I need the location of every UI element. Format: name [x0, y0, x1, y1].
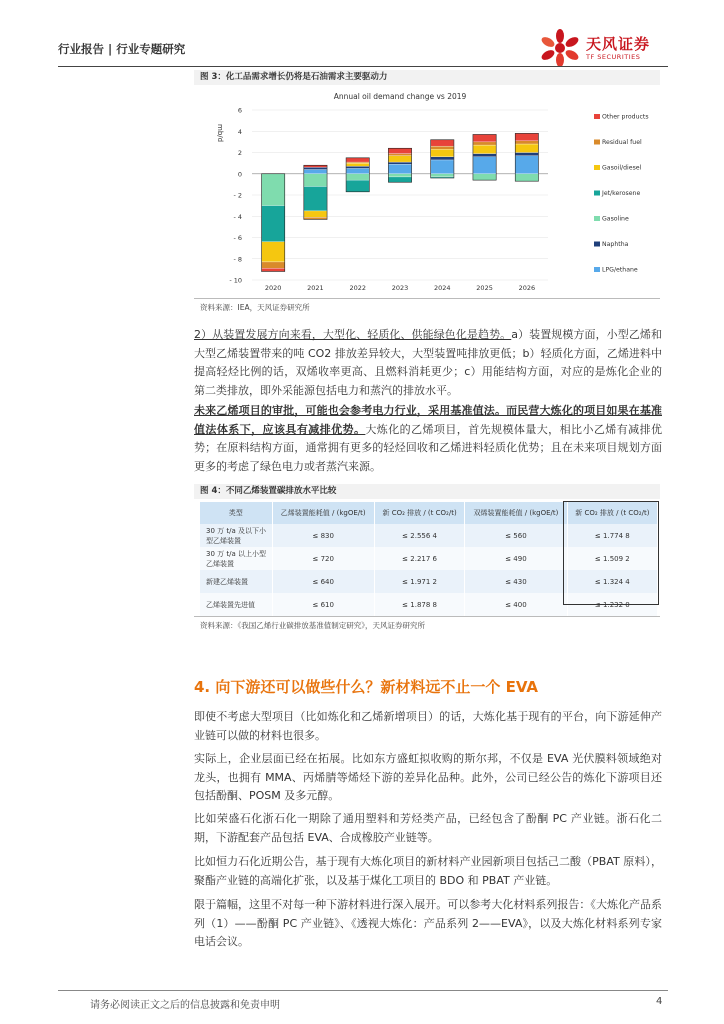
bar-segment [473, 134, 496, 141]
y-tick-label: 6 [237, 106, 242, 115]
table-cell: ≤ 1.878 8 [374, 593, 464, 616]
paragraph-body: 实际上，企业层面已经在拓展。比如东方盛虹拟收购的斯尔邦，不仅是 EVA 光伏膜料领域绝对龙头，也拥有 MMA、丙烯腈等烯烃下游的差异化品种。此外，公司已经公告的炼化下游项目还包括酚酮、POSM 及多元醇。 [194, 752, 662, 802]
paragraph-body: 比如恒力石化近期公告，基于现有大炼化项目的新材料产业园新项目包括己二酸（PBAT 原料），聚酯产业链的高端化扩张，以及基于煤化工项目的 BDO 和 PBAT 产业链。 [194, 855, 662, 887]
section-title: 4. 向下游还可以做些什么？新材料远不止一个 EVA [194, 678, 539, 696]
bar-segment [304, 165, 327, 167]
y-axis-label: mb/d [216, 124, 224, 143]
bar-segment [388, 162, 411, 164]
footer-divider [58, 990, 668, 991]
table-highlight-box [563, 501, 659, 605]
table-cell-type: 30 万 t/a 及以下小型乙烯装置 [200, 524, 272, 547]
bar-segment [262, 262, 285, 268]
x-tick-label: 2022 [349, 284, 366, 292]
x-tick-label: 2021 [307, 284, 324, 292]
table-cell: ≤ 1.324 4 [567, 570, 657, 593]
legend-swatch [594, 140, 600, 145]
bar-segment [431, 149, 454, 156]
table-cell: ≤ 640 [272, 570, 374, 593]
table-cell-type: 乙烯装置先进值 [200, 593, 272, 616]
table-cell: ≤ 1.509 2 [567, 547, 657, 570]
bar-segment [262, 174, 285, 206]
bar-segment [346, 174, 369, 180]
bar-segment [346, 158, 369, 162]
y-tick-label: - 4 [233, 212, 242, 221]
table-cell: ≤ 400 [465, 593, 567, 616]
chart-title: Annual oil demand change vs 2019 [333, 92, 467, 101]
brand-logo [536, 28, 666, 68]
bar-segment [515, 156, 538, 174]
bar-segment [515, 153, 538, 156]
figure4-caption: 图 4：不同乙烯装置碳排放水平比较 [194, 484, 660, 499]
bar-segment [388, 174, 411, 177]
paragraph-approval-lead: 未来乙烯项目的审批，可能也会参考电力行业，采用基准值法。而民营大炼化的项目如果在基准值法体系下，应该具有减排优势。 [194, 404, 662, 436]
bar-segment [431, 146, 454, 149]
legend-label: Residual fuel [602, 139, 642, 146]
bar-segment [388, 154, 411, 156]
paragraph-device-trend-body: a）装置规模方面，小型乙烯和大型乙烯装置带来的吨 CO2 排放差异较大，大型装置吨排放更低；b）轻质化方面，乙烯进料中提高轻烃比例的话，双烯收率更高、且燃料消耗更少；c）用能结构方面，对应的是炼化企业的第二类排放，即外采能源包括电力和蒸汽的排放水平。 [194, 328, 662, 397]
bar-segment [473, 145, 496, 154]
paragraph-body: 限于篇幅，这里不对每一种下游材料进行深入展开。可以参考大化材料系列报告：《大炼化产品系列（1）——酚酮 PC 产业链》、《透视大炼化：产品系列 2——EVA》，以及大炼化材料系列专家电话会议。 [194, 898, 662, 948]
legend-label: Gasoil/diesel [602, 164, 642, 172]
brand-subtitle: TF SECURITIES [586, 53, 641, 61]
bar-segment [388, 148, 411, 153]
bar-segment [431, 160, 454, 174]
bar-segment [304, 167, 327, 169]
bar-segment [431, 157, 454, 160]
paragraph-approval-body: 大炼化的乙烯项目，首先规模体量大，相比小乙烯有减排优势；在原料结构方面，通常拥有更多的轻烃回收和乙烯进料轻质化优势；且在未来项目规划方面更多的考虑了绿色电力或者蒸汽来源。 [194, 422, 662, 473]
legend-label: Jet/kerosene [602, 190, 641, 197]
bar-segment [473, 142, 496, 145]
flower-logo-icon [538, 28, 582, 68]
figure3-source: 资料来源：IEA，天风证券研究所 [200, 303, 310, 312]
legend-label: Naphtha [602, 241, 629, 248]
bar-segment [388, 177, 411, 182]
brand-name: 天风证券 [586, 35, 651, 53]
table-cell: ≤ 610 [272, 593, 374, 616]
bar-segment [304, 217, 327, 219]
y-tick-label: - 8 [233, 255, 242, 264]
table-cell-type: 30 万 t/a 以上小型乙烯装置 [200, 547, 272, 570]
table-cell: ≤ 2.556 4 [374, 524, 464, 547]
y-tick-label: - 10 [229, 276, 242, 285]
legend-label: Other products [602, 113, 649, 121]
table-header-cell: 乙烯装置能耗值 / (kgOE/t) [272, 502, 374, 524]
bar-segment [515, 141, 538, 144]
bar-segment [388, 156, 411, 162]
bar-segment [346, 168, 369, 173]
oil-demand-chart-svg [196, 88, 660, 296]
footer-disclaimer: 请务必阅读正文之后的信息披露和免责申明 [90, 1000, 280, 1011]
bar-segment [304, 174, 327, 187]
bar-segment [346, 163, 369, 166]
legend-swatch [594, 216, 600, 221]
table-cell: ≤ 560 [465, 524, 567, 547]
legend-label: LPG/ethane [602, 266, 638, 274]
figure4-source: 资料来源：《我国乙烯行业碳排放基准值制定研究》，天风证券研究所 [200, 621, 425, 630]
bar-segment [431, 174, 454, 177]
bar-segment [346, 180, 369, 192]
legend-swatch [594, 242, 600, 247]
bar-segment [304, 211, 327, 217]
table-cell: ≤ 1.774 8 [567, 524, 657, 547]
table-header-cell: 类型 [200, 502, 272, 524]
table-cell: ≤ 830 [272, 524, 374, 547]
paragraph-body: 比如荣盛石化浙石化一期除了通用塑料和芳烃类产品，已经包含了酚酮 PC 产业链。浙石化二期，下游配套产品包括 EVA、合成橡胶产业链等。 [194, 812, 662, 844]
figure4-divider [194, 616, 660, 617]
bar-segment [515, 133, 538, 140]
bar-segment [262, 242, 285, 262]
y-tick-label: - 6 [233, 234, 242, 242]
table-cell: ≤ 430 [465, 570, 567, 593]
table-cell: ≤ 720 [272, 547, 374, 570]
bar-segment [515, 144, 538, 153]
bar-segment [473, 157, 496, 174]
header-divider [58, 66, 668, 67]
figure3-caption: 图 3：化工品需求增长仍将是石油需求主要驱动力 [194, 70, 660, 85]
page-number: 4 [656, 996, 663, 1007]
table-cell: ≤ 490 [465, 547, 567, 570]
y-tick-label: 0 [237, 170, 242, 179]
paragraph-approval [194, 402, 662, 476]
figure3-divider [194, 298, 660, 299]
table-header-cell: 新 CO₂ 排放 / (t CO₂/t) [374, 502, 464, 524]
bar-segment [346, 162, 369, 163]
x-tick-label: 2023 [391, 284, 409, 292]
table-cell: ≤ 1.232 0 [567, 593, 657, 616]
bar-segment [346, 166, 369, 168]
table-cell-type: 新建乙烯装置 [200, 570, 272, 593]
y-tick-label: 4 [237, 127, 242, 136]
table-cell: ≤ 1.971 2 [374, 570, 464, 593]
y-tick-label: 2 [237, 149, 242, 157]
bar-segment [262, 268, 285, 271]
y-tick-label: - 2 [233, 191, 242, 200]
table-cell: ≤ 2.217 6 [374, 547, 464, 570]
legend-swatch [594, 191, 600, 196]
paragraph-device-trend [194, 326, 662, 400]
bar-segment [262, 206, 285, 242]
bar-segment [304, 187, 327, 211]
page-header [58, 28, 668, 68]
bar-segment [431, 140, 454, 146]
oil-demand-chart [196, 88, 660, 296]
legend-label: Gasoline [602, 215, 629, 223]
bar-segment [473, 174, 496, 180]
x-tick-label: 2025 [476, 284, 493, 292]
legend-swatch [594, 114, 600, 119]
x-tick-label: 2020 [264, 284, 282, 292]
bar-segment [473, 154, 496, 157]
bar-segment [388, 164, 411, 174]
report-category: 行业报告 | 行业专题研究 [58, 42, 186, 56]
bar-segment [304, 170, 327, 174]
table-header-cell: 新 CO₂ 排放 / (t CO₂/t) [567, 502, 657, 524]
x-tick-label: 2026 [518, 284, 536, 292]
paragraph-body: 即使不考虑大型项目（比如炼化和乙烯新增项目）的话，大炼化基于现有的平台，向下游延伸产业链可以做的材料也很多。 [194, 710, 662, 742]
x-tick-label: 2024 [434, 284, 451, 292]
bar-segment [515, 174, 538, 181]
paragraph-device-trend-lead: 2）从装置发展方向来看，大型化、轻质化、供能绿色化是趋势。 [194, 328, 512, 341]
table-header-cell: 双烯装置能耗值 / (kgOE/t) [465, 502, 567, 524]
legend-swatch [594, 165, 600, 170]
legend-swatch [594, 267, 600, 272]
